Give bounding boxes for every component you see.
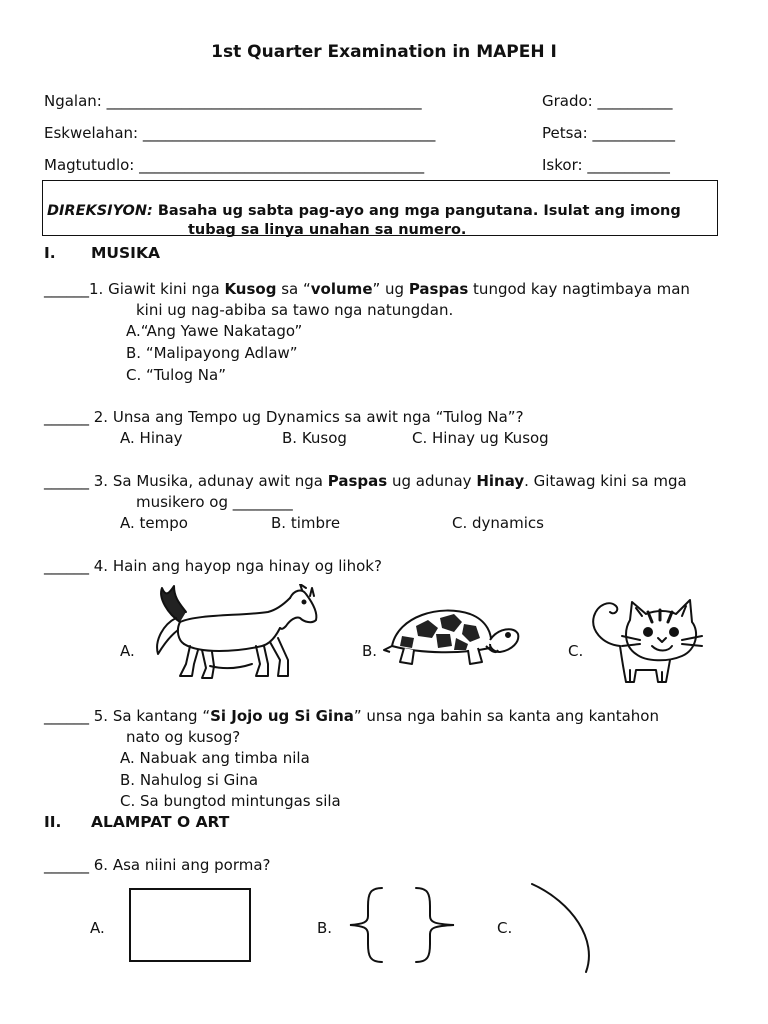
q6-option-a: A. bbox=[90, 919, 105, 937]
q5-text-a: 5. Sa kantang “ bbox=[89, 707, 211, 725]
q5-option-a: A. Nabuak ang timba nila bbox=[120, 749, 310, 767]
q1-bold-kusog: Kusog bbox=[224, 280, 277, 298]
q3-line-2: musikero og ________ bbox=[136, 493, 293, 511]
q3-text-b: ug adunay bbox=[387, 472, 477, 490]
directions-text-1: Basaha ug sabta pag-ayo ang mga pangutana. Isulat ang imong bbox=[152, 203, 681, 219]
name-line: __________________________________________ bbox=[106, 92, 422, 110]
q1-text-d: tungod kay nagtimbaya man bbox=[468, 280, 690, 298]
q3-text-a: 3. Sa Musika, adunay awit nga bbox=[89, 472, 328, 490]
arc-shape-icon bbox=[528, 880, 600, 976]
q2-option-a: A. Hinay bbox=[120, 429, 183, 447]
q4-option-b: B. bbox=[362, 642, 378, 660]
date-label: Petsa: bbox=[542, 124, 588, 142]
q3-option-b: B. timbre bbox=[271, 514, 341, 532]
grade-label: Grado: bbox=[542, 92, 593, 110]
directions-label: DIREKSIYON: bbox=[47, 203, 153, 219]
curly-braces-shape-icon bbox=[346, 884, 458, 966]
q2-option-b: B. Kusog bbox=[282, 429, 347, 447]
date-field[interactable] bbox=[542, 124, 675, 142]
turtle-icon bbox=[382, 602, 522, 672]
q5-option-c: C. Sa bungtod mintungas sila bbox=[120, 792, 341, 810]
q5-text-b: ” unsa nga bahin sa kanta ang kantahon bbox=[353, 707, 659, 725]
exam-title: 1st Quarter Examination in MAPEH I bbox=[211, 42, 557, 62]
q3-text-c: . Gitawag kini sa mga bbox=[524, 472, 687, 490]
teacher-line: ______________________________________ bbox=[139, 156, 425, 174]
section-2-title: ALAMPAT O ART bbox=[91, 813, 230, 831]
school-label: Eskwelahan: bbox=[44, 124, 139, 142]
q1-option-c: C. “Tulog Na” bbox=[126, 366, 226, 384]
question-3 bbox=[44, 472, 724, 490]
q1-text-b: sa “ bbox=[276, 280, 311, 298]
q2-option-c: C. Hinay ug Kusog bbox=[412, 429, 549, 447]
q1-text-a: 1. Giawit kini nga bbox=[89, 280, 225, 298]
answer-blank-4[interactable]: ______ bbox=[44, 557, 89, 575]
answer-blank-6[interactable]: ______ bbox=[44, 856, 89, 874]
answer-blank-3[interactable]: ______ bbox=[44, 472, 89, 490]
q1-bold-volume: volume bbox=[310, 280, 373, 298]
q4-text: 4. Hain ang hayop nga hinay og lihok? bbox=[89, 557, 382, 575]
q3-bold-hinay: Hinay bbox=[476, 472, 525, 490]
school-field[interactable] bbox=[44, 124, 435, 142]
q5-line-2: nato og kusog? bbox=[126, 728, 241, 746]
q3-option-a: A. tempo bbox=[120, 514, 188, 532]
section-1-numeral: I. bbox=[44, 244, 56, 262]
date-line: ___________ bbox=[592, 124, 675, 142]
answer-blank-1[interactable]: ______ bbox=[44, 280, 89, 298]
q5-bold-song-title: Si Jojo ug Si Gina bbox=[210, 707, 354, 725]
directions-line-1 bbox=[47, 203, 681, 219]
q5-option-b: B. Nahulog si Gina bbox=[120, 771, 259, 789]
question-4 bbox=[44, 557, 382, 575]
q4-option-a: A. bbox=[120, 642, 135, 660]
q6-text: 6. Asa niini ang porma? bbox=[89, 856, 271, 874]
score-line: ___________ bbox=[587, 156, 670, 174]
score-label: Iskor: bbox=[542, 156, 583, 174]
answer-blank-5[interactable]: ______ bbox=[44, 707, 89, 725]
q6-option-c: C. bbox=[497, 919, 513, 937]
q1-bold-paspas: Paspas bbox=[408, 280, 469, 298]
teacher-field[interactable] bbox=[44, 156, 424, 174]
grade-line: __________ bbox=[597, 92, 673, 110]
q1-text-c: ” ug bbox=[372, 280, 409, 298]
q3-bold-paspas: Paspas bbox=[327, 472, 388, 490]
q1-line-2: kini ug nag-abiba sa tawo nga natungdan. bbox=[136, 301, 454, 319]
cat-icon bbox=[586, 596, 720, 688]
section-1-title: MUSIKA bbox=[91, 244, 160, 262]
q6-option-b: B. bbox=[317, 919, 333, 937]
question-1 bbox=[44, 280, 724, 298]
q1-option-a: A.“Ang Yawe Nakatago” bbox=[126, 322, 303, 340]
directions-box bbox=[42, 180, 718, 236]
question-6 bbox=[44, 856, 271, 874]
q3-option-c: C. dynamics bbox=[452, 514, 544, 532]
horse-icon bbox=[140, 584, 322, 684]
teacher-label: Magtutudlo: bbox=[44, 156, 135, 174]
name-label: Ngalan: bbox=[44, 92, 102, 110]
school-line: _______________________________________ bbox=[142, 124, 436, 142]
q1-option-b: B. “Malipayong Adlaw” bbox=[126, 344, 298, 362]
question-2 bbox=[44, 408, 524, 426]
grade-field[interactable] bbox=[542, 92, 673, 110]
answer-blank-2[interactable]: ______ bbox=[44, 408, 89, 426]
q2-text: 2. Unsa ang Tempo ug Dynamics sa awit nga “Tulog Na”? bbox=[89, 408, 524, 426]
directions-text-2: tubag sa linya unahan sa numero. bbox=[188, 222, 467, 238]
rectangle-shape-icon bbox=[128, 887, 252, 963]
q4-option-c: C. bbox=[568, 642, 584, 660]
question-5 bbox=[44, 707, 724, 725]
section-2-numeral: II. bbox=[44, 813, 62, 831]
name-field[interactable] bbox=[44, 92, 422, 110]
score-field[interactable] bbox=[542, 156, 670, 174]
